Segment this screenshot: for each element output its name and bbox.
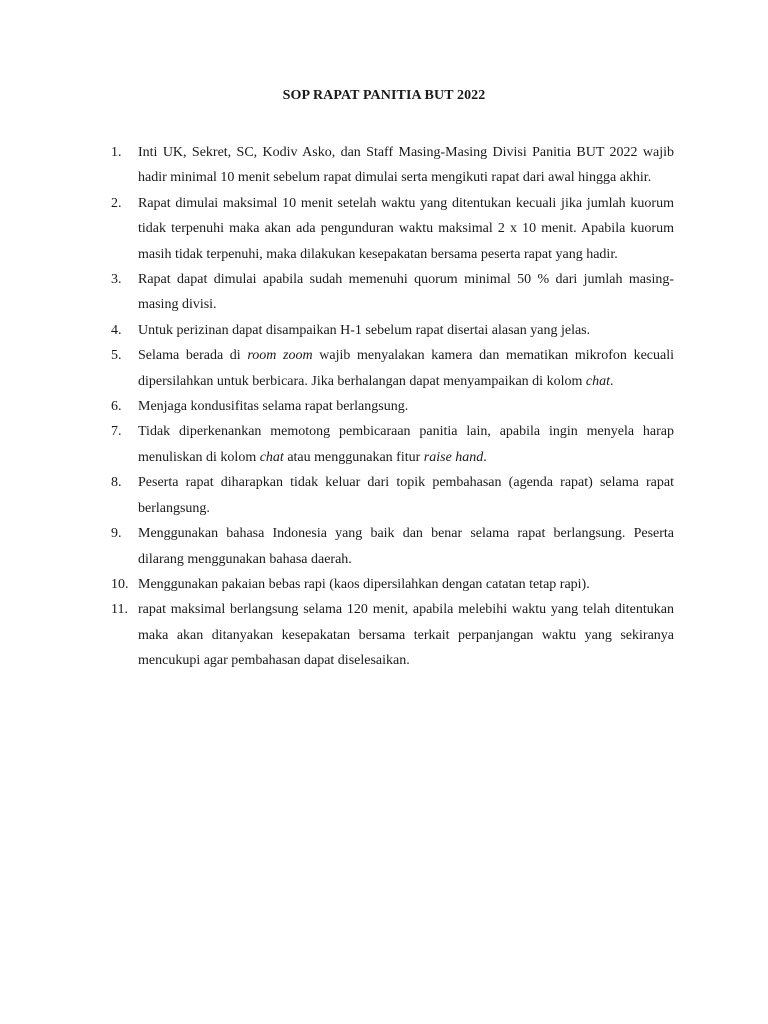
list-item bbox=[111, 470, 674, 521]
item-number: 1. bbox=[111, 145, 122, 160]
item-number: 2. bbox=[111, 195, 122, 211]
text-segment: . bbox=[609, 373, 614, 389]
text-segment: Inti UK, Sekret, SC, Kodiv Asko, dan Staff Masing-Masing Divisi Panitia BUT 2022 wajib hadir minimal 10 menit sebelum rapat dimulai serta mengikuti rapat dari awal hingga akhir. bbox=[138, 145, 674, 186]
list-item bbox=[111, 597, 674, 673]
italic-segment: chat bbox=[585, 373, 610, 389]
item-number: 7. bbox=[111, 424, 122, 440]
list-item bbox=[111, 267, 674, 318]
list-item bbox=[111, 394, 674, 419]
text-segment: Rapat dapat dimulai apabila sudah memenuhi quorum minimal 50 % dari jumlah masing-masing divisi. bbox=[138, 272, 674, 313]
list-item bbox=[111, 140, 674, 191]
item-text bbox=[138, 394, 674, 419]
item-number: 8. bbox=[111, 475, 122, 491]
item-text bbox=[138, 521, 674, 572]
item-text bbox=[138, 597, 674, 673]
text-segment: Peserta rapat diharapkan tidak keluar dari topik pembahasan (agenda rapat) selama rapat berlangsung. bbox=[138, 475, 674, 516]
text-segment: wajib menyalakan kamera dan mematikan mikrofon kecuali dipersilahkan untuk berbicara. Jika berhalangan dapat menyampaikan di kolom bbox=[138, 348, 674, 389]
item-text bbox=[138, 470, 674, 521]
list-item bbox=[111, 191, 674, 267]
item-number: 11. bbox=[111, 602, 128, 618]
item-number: 10. bbox=[111, 576, 129, 592]
list-item bbox=[111, 572, 674, 597]
item-number: 9. bbox=[111, 526, 122, 542]
text-segment: Rapat dimulai maksimal 10 menit setelah waktu yang ditentukan kecuali jika jumlah kuorum tidak terpenuhi maka akan ada pengunduran waktu maksimal 2 x 10 menit. Apabila kuorum masih tidak terpenuhi, maka dilakukan kesepakatan bersama peserta rapat yang hadir. bbox=[138, 195, 674, 262]
italic-segment: chat bbox=[259, 449, 284, 465]
italic-segment: room zoom bbox=[247, 348, 313, 364]
item-number: 4. bbox=[111, 322, 122, 338]
list-item bbox=[111, 318, 674, 343]
italic-segment: raise hand bbox=[423, 449, 484, 465]
list-item bbox=[111, 419, 674, 470]
item-text bbox=[138, 572, 674, 597]
item-text bbox=[138, 191, 674, 267]
item-text bbox=[138, 318, 674, 343]
text-segment: Selama berada di bbox=[138, 348, 248, 364]
item-number: 5. bbox=[111, 348, 122, 364]
item-text bbox=[138, 419, 674, 470]
text-segment: rapat maksimal berlangsung selama 120 menit, apabila melebihi waktu yang telah ditentukan maka akan ditanyakan kesepakatan bersama terkait perpanjangan waktu yang sekiranya mencukupi agar pembahasan dapat diselesaikan. bbox=[138, 602, 674, 669]
item-text bbox=[138, 267, 674, 318]
text-segment: Menggunakan bahasa Indonesia yang baik dan benar selama rapat berlangsung. Peserta dilarang menggunakan bahasa daerah. bbox=[138, 526, 674, 567]
document-title: SOP RAPAT PANITIA BUT 2022 bbox=[282, 88, 486, 103]
text-segment: Menggunakan pakaian bebas rapi (kaos dipersilahkan dengan catatan tetap rapi). bbox=[138, 576, 590, 592]
item-text bbox=[138, 343, 674, 394]
text-segment: Untuk perizinan dapat disampaikan H-1 sebelum rapat disertai alasan yang jelas. bbox=[138, 322, 591, 338]
item-number: 3. bbox=[111, 272, 122, 288]
text-segment: Menjaga kondusifitas selama rapat berlangsung. bbox=[138, 399, 409, 415]
text-segment: Tidak diperkenankan memotong pembicaraan panitia lain, apabila ingin menyela harap menuliskan di kolom bbox=[138, 424, 674, 465]
list-item bbox=[111, 521, 674, 572]
text-segment: . bbox=[483, 449, 487, 465]
item-text bbox=[138, 140, 674, 191]
text-segment: atau menggunakan fitur bbox=[283, 449, 424, 465]
sop-list bbox=[111, 140, 674, 674]
item-number: 6. bbox=[111, 399, 122, 415]
list-item bbox=[111, 343, 674, 394]
